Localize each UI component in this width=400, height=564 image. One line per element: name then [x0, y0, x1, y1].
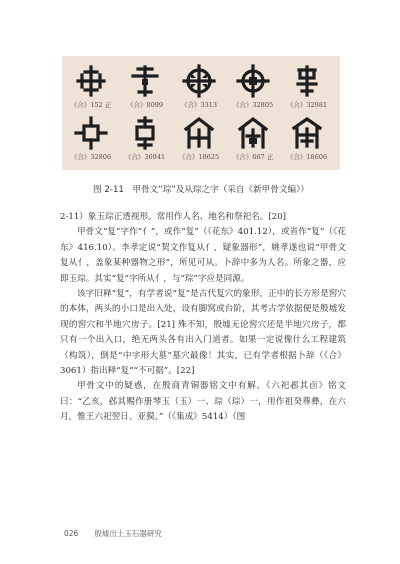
paragraph: 2-11）象玉琮正透视形。常用作人名、地名和祭祀名。[20]	[60, 212, 287, 222]
glyph-label: 《合》8099	[126, 101, 164, 109]
glyph-item	[280, 62, 334, 114]
page-footer	[64, 528, 344, 539]
ring-cross-glyph-icon	[182, 64, 216, 98]
glyph-label: 《合》667 正	[232, 153, 274, 161]
oracle-bone-figure	[62, 56, 340, 170]
book-title: 殷墟出土玉石器研究	[94, 529, 162, 538]
figure-caption: 图 2-11 甲骨文“琮”及从琮之字（采自《新甲骨文编》）	[93, 185, 309, 195]
square-cross-glyph-icon	[128, 116, 162, 150]
paragraph: 甲骨文“复”字作“亻”，或作“复”（《花东》401.12），或省作“复”（《花东》416.10）。李孝定说“契文作复从亻，疑象器形”，姚孝遂也说“甲骨文复从亻，盖象某种器物之形”，所见可从。卜辞中多为人名。所象之器，应即玉琮。其实“复”字所从亻，与“琮”字应是同源。	[60, 227, 346, 284]
paragraph: 该字旧释“复”，有学者说“复”是古代复穴的象形，正中的长方形是窖穴的本体，两头的小口是出入处，设有脚窝或台阶，其考古学依据便是殷墟发现的窖穴和半地穴房子。[21] 殊不知，殷墟无论窖穴还是半地穴房子，都只有一个出入口，绝无两头各有出入门道者。如果一定说像什么工程建筑（构筑），倒是“中字形大墓”墓穴最像！其实，已有学者根据卜辞（《合》3061）指出释“复”“不可据”。[22]	[60, 289, 346, 377]
ring-cross-glyph-icon	[236, 64, 270, 98]
glyph-label: 《合》18606	[286, 153, 328, 161]
house-glyph-icon	[236, 116, 270, 150]
glyph-item	[118, 114, 172, 166]
body-text	[60, 210, 346, 426]
glyph-label: 《合》36941	[124, 153, 166, 161]
glyph-item	[64, 114, 118, 166]
glyph-item	[172, 114, 226, 166]
glyph-item	[118, 62, 172, 114]
page-number: 026	[64, 529, 79, 538]
glyph-item	[172, 62, 226, 114]
square-cross-glyph-icon	[74, 116, 108, 150]
glyph-label: 《合》32806	[70, 153, 112, 161]
cross-dot-glyph-icon	[128, 64, 162, 98]
frame-cross-glyph-icon	[290, 64, 324, 98]
glyph-label: 《合》32981	[286, 101, 328, 109]
glyph-item	[64, 62, 118, 114]
house-glyph-icon	[290, 116, 324, 150]
glyph-item	[280, 114, 334, 166]
glyph-label: 《合》3313	[180, 101, 218, 109]
glyph-item	[226, 62, 280, 114]
cross-glyph-icon	[74, 64, 108, 98]
glyph-label: 《合》152 正	[70, 101, 112, 109]
house-glyph-icon	[182, 116, 216, 150]
paragraph: 甲骨文中的疑惑，在殷商青铜器铭文中有解。《六祀邲其卣》铭文曰：“乙亥，邲其赐作册琴玉（玉）一、琮（琮）一，用作祖癸尊彝，在六月，惟王六祀翌日。亚獏。”（《集成》5414）（图	[60, 381, 346, 423]
glyph-label: 《合》18625	[178, 153, 220, 161]
glyph-label: 《合》32805	[232, 101, 274, 109]
glyph-item	[226, 114, 280, 166]
